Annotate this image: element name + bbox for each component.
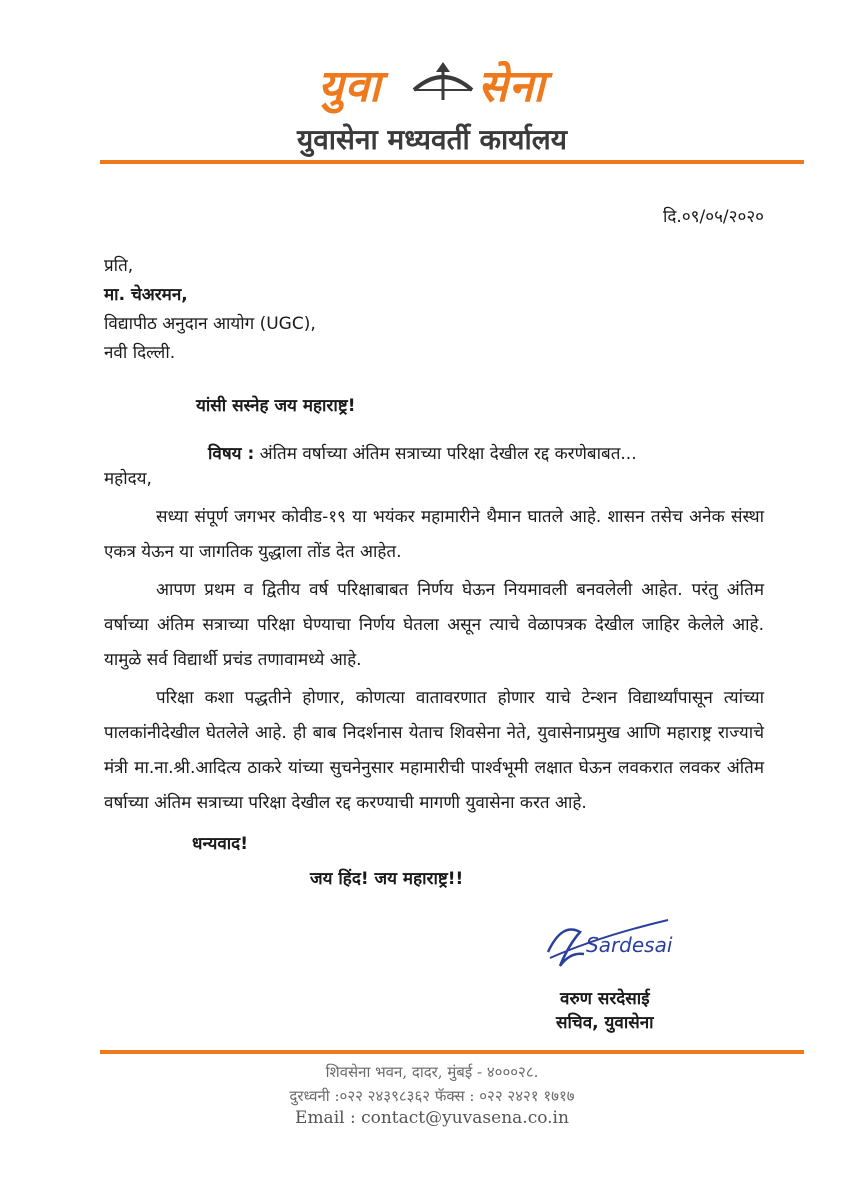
signatory-title: सचिव, युवासेना bbox=[556, 1013, 654, 1033]
subject-label: विषय : bbox=[208, 444, 255, 464]
city: नवी दिल्ली. bbox=[104, 343, 176, 363]
greeting: यांसी सस्नेह जय महाराष्ट्र! bbox=[196, 396, 356, 416]
subject-text: अंतिम वर्षाच्या अंतिम सत्राच्या परिक्षा देखील रद्द करणेबाबत... bbox=[254, 444, 637, 464]
paragraph-1: सध्या संपूर्ण जगभर कोवीड-१९ या भयंकर महामारीने थैमान घातले आहे. शासन तसेच अनेक संस्था एकत्र येऊन या जागतिक युद्धाला तोंड देत आहेत. bbox=[104, 507, 764, 562]
logo-text-left: युवा bbox=[318, 61, 382, 112]
footer-email: Email : contact@yuvasena.co.in bbox=[295, 1108, 569, 1128]
footer-phone: दुरध्वनी :०२२ २४३९८३६२ फॅक्स : ०२२ २४२१ १७१७ bbox=[289, 1087, 575, 1105]
paragraph-2: आपण प्रथम व द्वितीय वर्ष परिक्षाबाबत निर्णय घेऊन नियमावली बनवलेली आहेत. परंतु अंतिम वर्षाच्या अंतिम सत्राच्या परिक्षा घेण्याचा निर्णय घेतला असून त्याचे वेळापत्रक देखील जाहिर केलेले आहे. यामुळे सर्व विद्यार्थी प्रचंड तणावामध्ये आहे. bbox=[104, 580, 764, 670]
organization: विद्यापीठ अनुदान आयोग (UGC), bbox=[104, 314, 316, 334]
paragraph-3: परिक्षा कशा पद्धतीने होणार, कोणत्या वातावरणात होणार याचे टेन्शन विद्यार्थ्यांपासून त्यांच्या पालकांनीदेखील घेतलेले आहे. ही बाब निदर्शनास येताच शिवसेना नेते, युवासेनाप्रमुख आणि महाराष्ट्र राज्याचे मंत्री मा.ना.श्री.आदित्य ठाकरे यांच्या सुचनेनुसार महामारीची पार्श्वभूमी लक्षात घेऊन लवकरात लवकर अंतिम वर्षाच्या अंतिम सत्राच्या परिक्षा देखील रद्द करण्याची मागणी युवासेना करत आहे. bbox=[104, 688, 764, 813]
closing: जय हिंद! जय महाराष्ट्र!! bbox=[310, 869, 464, 889]
footer-divider bbox=[100, 1050, 804, 1054]
bow-arrow-icon bbox=[410, 60, 476, 104]
header-divider bbox=[100, 160, 804, 164]
logo-text-right: सेना bbox=[478, 61, 546, 112]
to-label: प्रति, bbox=[104, 256, 134, 276]
signatory-name: वरुण सरदेसाई bbox=[560, 989, 650, 1009]
letterhead-logo bbox=[0, 52, 864, 112]
footer-address: शिवसेना भवन, दादर, मुंबई - ४०००२८. bbox=[325, 1063, 539, 1081]
letter-date: दि.०९/०५/२०२० bbox=[662, 207, 764, 227]
thanks: धन्यवाद! bbox=[192, 834, 248, 854]
recipient: मा. चेअरमन, bbox=[104, 285, 188, 305]
office-name: युवासेना मध्यवर्ती कार्यालय bbox=[296, 123, 568, 156]
subject-line bbox=[208, 441, 637, 464]
signature-text: Sardesai bbox=[586, 933, 673, 957]
signature-mark bbox=[540, 912, 680, 978]
salutation: महोदय, bbox=[104, 469, 152, 489]
